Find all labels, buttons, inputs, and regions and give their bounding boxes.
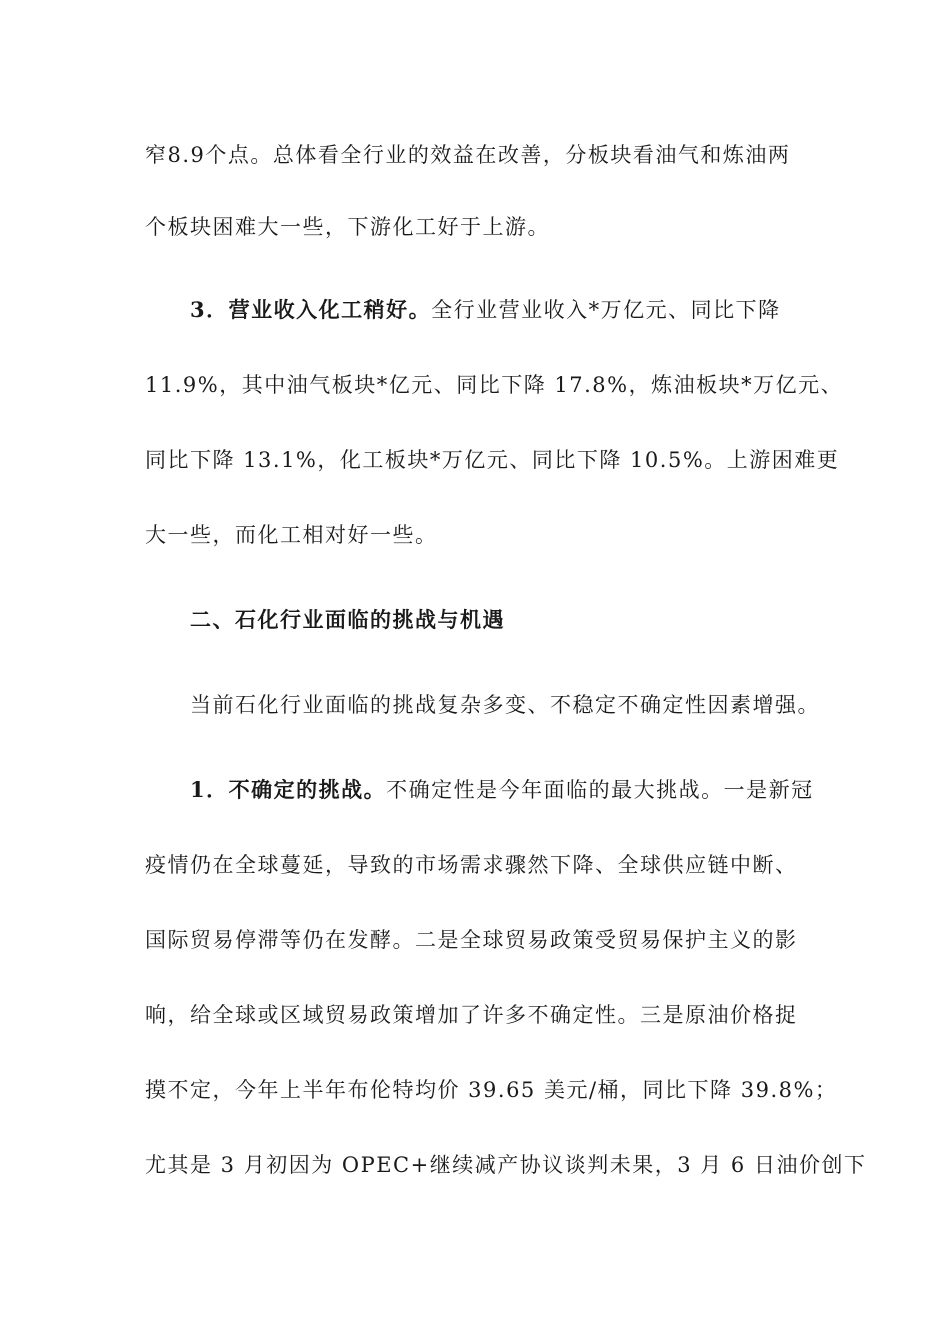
paragraph-line	[190, 295, 810, 325]
paragraph-line	[190, 775, 814, 805]
paragraph-line: 国际贸易停滞等仍在发酵。二是全球贸易政策受贸易保护主义的影	[145, 928, 798, 952]
paragraph-line: 当前石化行业面临的挑战复杂多变、不稳定不确定性因素增强。	[190, 693, 820, 717]
paragraph-line: 同比下降 13.1%，化工板块*万亿元、同比下降 10.5%。上游困难更	[145, 448, 840, 472]
paragraph-text: 不确定性是今年面临的最大挑战。一是新冠	[386, 778, 814, 802]
item-heading: 1．不确定的挑战。	[190, 777, 387, 802]
paragraph-line: 大一些，而化工相对好一些。	[145, 523, 438, 547]
paragraph-line: 个板块困难大一些，下游化工好于上游。	[145, 215, 550, 239]
paragraph-line: 窄8.9个点。总体看全行业的效益在改善，分板块看油气和炼油两	[145, 143, 791, 167]
item-heading: 3．营业收入化工稍好。	[190, 297, 432, 322]
section-heading: 二、石化行业面临的挑战与机遇	[190, 607, 505, 632]
paragraph-line: 摸不定，今年上半年布伦特均价 39.65 美元/桶，同比下降 39.8%；	[145, 1078, 838, 1102]
paragraph-text: 全行业营业收入*万亿元、同比下降	[431, 298, 781, 322]
paragraph-line: 11.9%，其中油气板块*亿元、同比下降 17.8%，炼油板块*万亿元、	[145, 373, 844, 397]
paragraph-line: 响，给全球或区域贸易政策增加了许多不确定性。三是原油价格捉	[145, 1003, 798, 1027]
paragraph-line: 疫情仍在全球蔓延，导致的市场需求骤然下降、全球供应链中断、	[145, 853, 798, 877]
paragraph-line: 尤其是 3 月初因为 OPEC+继续减产协议谈判未果，3 月 6 日油价创下	[145, 1153, 867, 1177]
